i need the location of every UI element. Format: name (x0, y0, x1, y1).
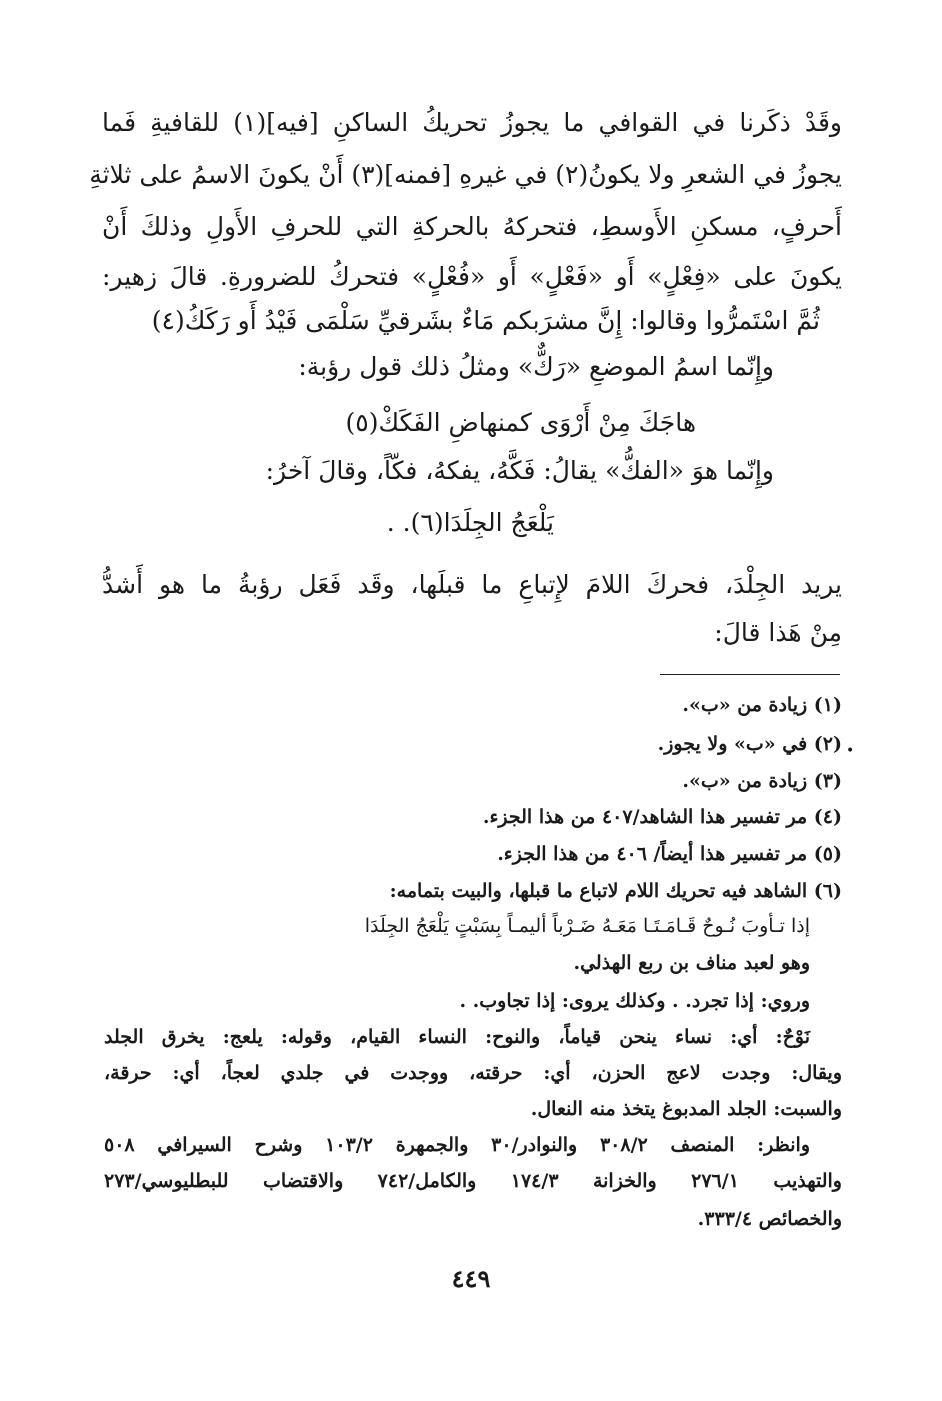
footnote-separator (660, 674, 840, 675)
main-text-line: أَحرفٍ، مسكنِ الأَوسطِ، فتحركهُ بالحركةِ التي للحرفِ الأَولِ وذلكَ أَنْ (102, 212, 842, 241)
poem-verse: يَلْعَجُ الجِلَدَا(٦). . (386, 508, 554, 537)
poem-verse: هاجَكَ مِنْ أَرْوَى كمنهاضِ الفَكَكْ(٥) (345, 408, 696, 437)
page-number: ٤٤٩ (451, 1264, 491, 1293)
footnote: (٣) زيادة من «ب». (682, 770, 842, 792)
footnote-text: وروي: إذا تجرد. . وكذلك يروى: إذا تجاوب. . (459, 990, 810, 1012)
footnote-text: والسبت: الجلد المدبوغ يتخذ منه النعال. (530, 1098, 842, 1120)
footnote-text: والتهذيب ٢٧٦/١ والخزانة ١٧٤/٣ والكامل/٧٤٢ والاقتضاب للبطليوسي/٢٧٣ (104, 1170, 842, 1192)
main-text-line: يجوزُ في الشعرِ ولا يكونُ(٢) في غيرهِ [فمنه](٣) أَنْ يكونَ الاسمُ على ثلاثةِ (89, 160, 842, 189)
main-text-line: وإِنّما هوَ «الفكُّ» يقالُ: فَكَّهُ، يفكهُ، فكّاً، وقالَ آخرُ: (265, 456, 774, 485)
footnote-text: نَوْحٌ: أي: نساء ينحن قياماً، والنوح: النساء القيام، وقوله: يلعج: يخرق الجلد (104, 1026, 810, 1048)
poem-verse: ثُمَّ اسْتَمرُّوا وقالوا: إِنَّ مشرَبكم مَاءٌ بشَرقيِّ سَلْمَى فَيْدُ أَو رَكَكُ(٤) (151, 306, 820, 335)
footnote: (١) زيادة من «ب». (682, 694, 842, 716)
main-text-line: يريد الجِلْدَ، فحركَ اللامَ لإِتباعِ ما قبلَها، وقَد فَعَل رؤبةُ ما هو أَشدُّ (102, 570, 842, 599)
main-text-line: يكونَ على «فِعْلٍ» أَو «فَعْلٍ» أَو «فُعْلٍ» فتحركُ للضرورةِ. قالَ زهير: (102, 262, 842, 291)
footnote-text: والخصائص ٣٣٣/٤. (697, 1208, 842, 1230)
footnote-text: ويقال: وجدت لاعج الحزن، أي: حرقته، ووجدت في جلدي لعجاً، أي: حرقة، (104, 1062, 842, 1084)
footnote: (٤) مر تفسير هذا الشاهد/٤٠٧ من هذا الجزء. (482, 806, 842, 828)
margin-dot: • (846, 743, 855, 759)
main-text-line: مِنْ هَذا قالَ: (714, 618, 842, 647)
main-text-line: وقَدْ ذكَرنا في القوافي ما يجوزُ تحريكُ الساكنِ [فيه](١) للقافيةِ فَما (102, 108, 842, 137)
footnote-verse: إذا تـأوبَ نُـوحٌ قَـامَـتَـا مَعَـهُ ضَـرْباً أليمـاً بِسَبْتٍ يَلْعَجُ الجِلَدَا (364, 915, 810, 937)
footnote-text: وانظر: المنصف ٣٠٨/٢ والنوادر/٣٠ والجمهرة ١٠٣/٢ وشرح السيرافي ٥٠٨ (104, 1134, 810, 1156)
footnote-text: وهو لعبد مناف بن ربع الهذلي. (573, 952, 810, 974)
main-text-line: وإِنّما اسمُ الموضعِ «رَكٌّ» ومثلُ ذلك قول رؤبة: (298, 352, 774, 381)
footnote: (٢) في «ب» ولا يجوز. (657, 733, 842, 755)
footnote: (٦) الشاهد فيه تحريك اللام لاتباع ما قبلها، والبيت بتمامه: (389, 880, 842, 902)
footnote: (٥) مر تفسير هذا أيضاً/ ٤٠٦ من هذا الجزء. (497, 843, 842, 865)
